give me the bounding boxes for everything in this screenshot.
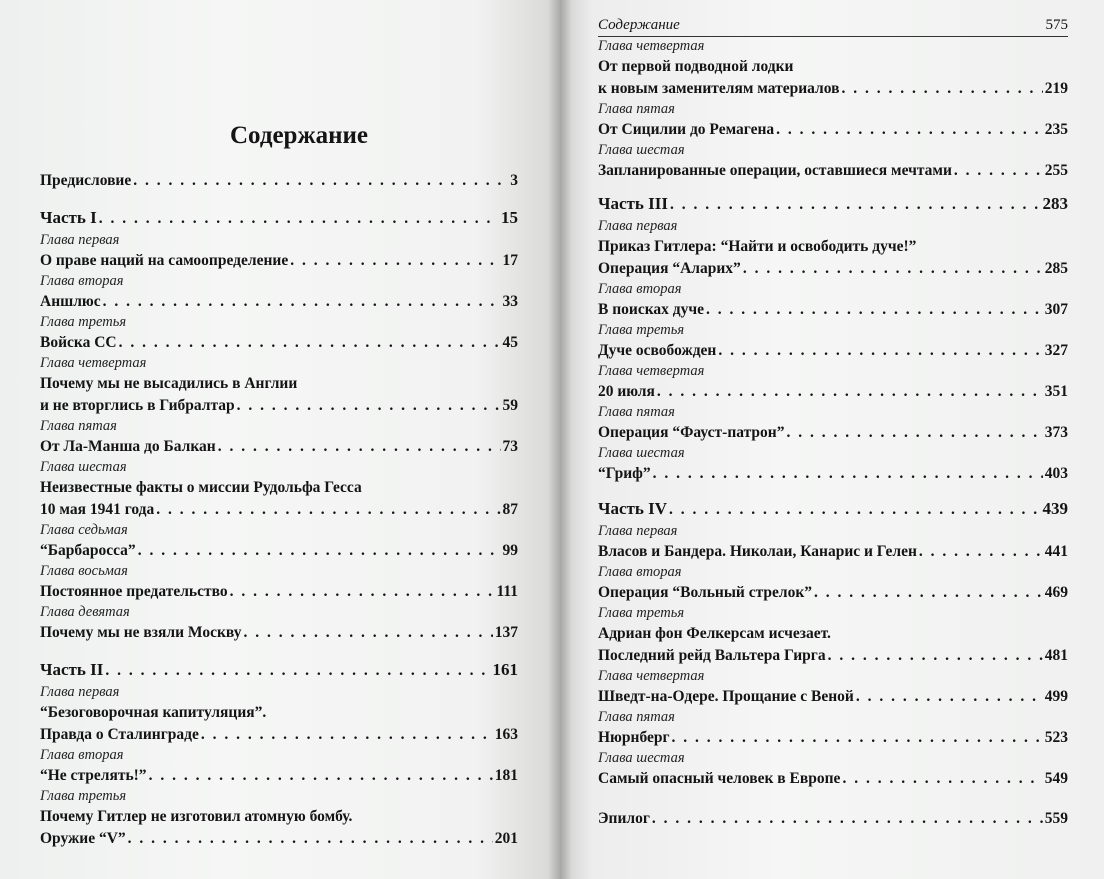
chapter-page: 235	[1044, 121, 1068, 138]
chapter-label: Глава четвертая	[598, 668, 705, 684]
chapter-title-row	[598, 381, 1068, 403]
leader-dots	[237, 395, 501, 417]
chapter-title: Операция “Фауст-патрон”	[598, 424, 785, 441]
chapter-label: Глава седьмая	[40, 522, 128, 538]
chapter-title: Последний рейд Вальтера Гирга	[598, 647, 826, 664]
toc-chapter-entry	[40, 683, 518, 746]
chapter-title-row	[598, 768, 1068, 790]
leader-dots	[657, 381, 1043, 403]
chapter-title-row	[598, 686, 1068, 708]
chapter-title-row	[40, 828, 518, 850]
chapter-page: 111	[496, 583, 518, 600]
leader-dots	[828, 645, 1043, 667]
chapter-title-row	[40, 436, 518, 458]
chapter-title-row	[598, 645, 1068, 667]
toc-chapter-entry	[40, 272, 518, 313]
toc-chapter-entry	[40, 231, 518, 272]
chapter-title: Шведт-на-Одере. Прощание с Веной	[598, 688, 854, 705]
chapter-title: Операция “Вольный стрелок”	[598, 584, 813, 601]
chapter-label: Глава третья	[40, 788, 127, 804]
leader-dots	[842, 768, 1042, 790]
entry-page: 559	[1044, 810, 1068, 827]
chapter-title-row	[598, 299, 1068, 321]
right-page	[560, 0, 1104, 879]
chapter-title-row	[40, 540, 518, 562]
toc-chapter-entry	[598, 217, 1068, 280]
chapter-title-row	[40, 499, 518, 521]
running-title: Содержание	[598, 17, 680, 33]
toc-entry-epilogue	[598, 808, 1068, 830]
chapter-title-line: Адриан фон Фелкерсам исчезает.	[598, 625, 831, 642]
toc-chapter-entry	[598, 100, 1068, 141]
leader-dots	[244, 622, 493, 644]
chapter-title: Почему мы не взяли Москву	[40, 624, 242, 641]
leader-dots	[138, 540, 501, 562]
leader-dots	[776, 119, 1043, 141]
chapter-title: От Ла-Манша до Балкан	[40, 438, 216, 455]
part-page: 283	[1042, 194, 1068, 213]
part1-chapter-list	[40, 231, 518, 644]
chapter-label: Глава шестая	[598, 445, 685, 461]
chapter-title-row	[40, 765, 518, 787]
chapter-label: Глава шестая	[598, 750, 685, 766]
chapter-label: Глава четвертая	[40, 355, 147, 371]
leader-dots	[672, 727, 1043, 749]
chapter-page: 403	[1044, 465, 1068, 482]
chapter-page: 59	[502, 397, 518, 414]
chapter-title: Дуче освобожден	[598, 342, 717, 359]
chapter-title-row	[598, 727, 1068, 749]
leader-dots	[743, 258, 1043, 280]
leader-dots	[99, 207, 499, 231]
chapter-title-line: От первой подводной лодки	[598, 58, 794, 75]
chapter-label: Глава шестая	[598, 142, 685, 158]
leader-dots	[156, 499, 500, 521]
chapter-title: к новым заменителям материалов	[598, 80, 840, 97]
chapter-page: 99	[502, 542, 518, 559]
toc-part-4	[598, 497, 1068, 522]
part-title: Часть III	[598, 194, 668, 213]
toc-chapter-entry	[40, 603, 518, 644]
chapter-label: Глава третья	[598, 322, 685, 338]
leader-dots	[669, 498, 1040, 522]
chapter-title: “Барбаросса”	[40, 542, 136, 559]
chapter-label: Глава девятая	[40, 604, 130, 620]
chapter-label: Глава первая	[40, 232, 120, 248]
entry-title: Предисловие	[40, 172, 132, 189]
toc-chapter-entry	[598, 37, 1068, 100]
toc-chapter-entry	[40, 521, 518, 562]
toc-chapter-entry	[598, 403, 1068, 444]
toc-chapter-entry	[598, 444, 1068, 485]
part2-continued-list	[598, 37, 1068, 182]
leader-dots	[653, 463, 1043, 485]
chapter-title-row	[40, 724, 518, 746]
chapter-page: 373	[1044, 424, 1068, 441]
entry-title: Эпилог	[598, 810, 650, 827]
chapter-title: Нюрнберг	[598, 729, 670, 746]
toc-chapter-entry	[598, 563, 1068, 604]
chapter-title: Правда о Сталинграде	[40, 726, 199, 743]
page-title: Содержание	[229, 122, 368, 149]
leader-dots	[128, 828, 493, 850]
leader-dots	[133, 170, 508, 192]
toc-part-3	[598, 192, 1068, 217]
leader-dots	[670, 193, 1041, 217]
chapter-page: 45	[502, 334, 518, 351]
toc-chapter-entry	[598, 280, 1068, 321]
chapter-title: Оружие “V”	[40, 830, 126, 847]
chapter-label: Глава вторая	[40, 273, 124, 289]
chapter-title-row	[40, 250, 518, 272]
chapter-label: Глава пятая	[598, 101, 675, 117]
leader-dots	[814, 582, 1043, 604]
chapter-label: Глава шестая	[40, 459, 127, 475]
leader-dots	[718, 340, 1042, 362]
chapter-page: 307	[1044, 301, 1068, 318]
chapter-title-row	[40, 581, 518, 603]
toc-chapter-entry	[40, 746, 518, 787]
toc-chapter-entry	[598, 604, 1068, 667]
chapter-label: Глава третья	[598, 605, 685, 621]
chapter-title: Постоянное предательство	[40, 583, 228, 600]
chapter-title-row	[598, 582, 1068, 604]
chapter-title: 20 июля	[598, 383, 655, 400]
chapter-label: Глава пятая	[598, 404, 675, 420]
chapter-label: Глава четвертая	[598, 38, 705, 54]
chapter-page: 137	[494, 624, 518, 641]
chapter-title: Войска СС	[40, 334, 117, 351]
chapter-title-line: Неизвестные факты о миссии Рудольфа Гесса	[40, 479, 362, 496]
chapter-title: “Не стрелять!”	[40, 767, 147, 784]
part-title: Часть I	[40, 208, 97, 227]
chapter-title: В поисках дуче	[598, 301, 704, 318]
part-title: Часть II	[40, 660, 104, 679]
chapter-label: Глава третья	[40, 314, 127, 330]
entry-page: 3	[510, 172, 518, 189]
leader-dots	[230, 581, 495, 603]
toc-chapter-entry	[40, 562, 518, 603]
part4-chapter-list	[598, 522, 1068, 790]
page-number: 575	[1045, 17, 1068, 33]
chapter-title-row	[598, 119, 1068, 141]
chapter-page: 163	[494, 726, 518, 743]
part-page: 161	[492, 660, 518, 679]
chapter-title-line: “Безоговорочная капитуляция”.	[40, 704, 267, 721]
chapter-title: О праве наций на самоопределение	[40, 252, 289, 269]
toc-chapter-entry	[598, 749, 1068, 790]
chapter-title-row	[598, 160, 1068, 182]
leader-dots	[149, 765, 493, 787]
chapter-title-row	[598, 422, 1068, 444]
chapter-title: 10 мая 1941 года	[40, 501, 155, 518]
leader-dots	[105, 659, 490, 683]
chapter-page: 327	[1044, 342, 1068, 359]
leader-dots	[919, 541, 1043, 563]
chapter-label: Глава вторая	[598, 564, 682, 580]
chapter-title: Аншлюс	[40, 293, 101, 310]
chapter-label: Глава первая	[40, 684, 120, 700]
toc-chapter-entry	[598, 667, 1068, 708]
chapter-label: Глава вторая	[598, 281, 682, 297]
leader-dots	[706, 299, 1043, 321]
chapter-page: 523	[1044, 729, 1068, 746]
chapter-page: 73	[502, 438, 518, 455]
chapter-page: 469	[1044, 584, 1068, 601]
leader-dots	[290, 250, 500, 272]
chapter-title: “Гриф”	[598, 465, 651, 482]
toc-chapter-entry	[40, 458, 518, 521]
chapter-page: 351	[1044, 383, 1068, 400]
chapter-title-row	[40, 291, 518, 313]
leader-dots	[856, 686, 1043, 708]
chapter-page: 549	[1044, 770, 1068, 787]
toc-chapter-entry	[40, 313, 518, 354]
part-page: 439	[1042, 499, 1068, 518]
chapter-page: 87	[502, 501, 518, 518]
leader-dots	[954, 160, 1043, 182]
toc-entry-preface	[40, 170, 518, 192]
toc-chapter-entry	[40, 354, 518, 417]
chapter-label: Глава первая	[598, 218, 678, 234]
chapter-title-row	[40, 332, 518, 354]
chapter-label: Глава пятая	[40, 418, 117, 434]
toc-part-1	[40, 206, 518, 231]
leader-dots	[119, 332, 501, 354]
leader-dots	[841, 78, 1042, 100]
part3-chapter-list	[598, 217, 1068, 485]
chapter-label: Глава восьмая	[40, 563, 128, 579]
chapter-title: и не вторглись в Гибралтар	[40, 397, 235, 414]
leader-dots	[201, 724, 493, 746]
chapter-page: 201	[494, 830, 518, 847]
chapter-title: Власов и Бандера. Николаи, Канарис и Гелен	[598, 543, 917, 560]
running-header	[598, 0, 1068, 37]
chapter-title: Операция “Аларих”	[598, 260, 741, 277]
chapter-title-row	[598, 258, 1068, 280]
chapter-page: 255	[1044, 162, 1068, 179]
chapter-page: 17	[502, 252, 518, 269]
chapter-label: Глава первая	[598, 523, 678, 539]
chapter-title: Самый опасный человек в Европе	[598, 770, 841, 787]
chapter-title-line: Почему Гитлер не изготовил атомную бомбу.	[40, 808, 353, 825]
chapter-title-row	[40, 395, 518, 417]
leader-dots	[218, 436, 501, 458]
chapter-page: 181	[494, 767, 518, 784]
chapter-title-row	[598, 78, 1068, 100]
book-gutter	[548, 0, 572, 879]
part-page: 15	[501, 208, 518, 227]
chapter-title-row	[598, 340, 1068, 362]
chapter-page: 481	[1044, 647, 1068, 664]
chapter-title-row	[598, 463, 1068, 485]
part2-chapter-list	[40, 683, 518, 850]
chapter-title: Запланированные операции, оставшиеся мечтами	[598, 162, 952, 179]
toc-chapter-entry	[598, 321, 1068, 362]
chapter-page: 441	[1044, 543, 1068, 560]
leader-dots	[103, 291, 501, 313]
chapter-page: 499	[1044, 688, 1068, 705]
chapter-label: Глава пятая	[598, 709, 675, 725]
toc-chapter-entry	[598, 522, 1068, 563]
chapter-page: 33	[502, 293, 518, 310]
leader-dots	[652, 808, 1043, 830]
toc-chapter-entry	[598, 141, 1068, 182]
chapter-title-row	[598, 541, 1068, 563]
chapter-title-line: Приказ Гитлера: “Найти и освободить дуче!”	[598, 238, 917, 255]
toc-chapter-entry	[598, 362, 1068, 403]
chapter-label: Глава четвертая	[598, 363, 705, 379]
leader-dots	[786, 422, 1042, 444]
toc-chapter-entry	[40, 787, 518, 850]
chapter-title: От Сицилии до Ремагена	[598, 121, 775, 138]
chapter-label: Глава вторая	[40, 747, 124, 763]
chapter-page: 219	[1044, 80, 1068, 97]
toc-chapter-entry	[598, 708, 1068, 749]
chapter-page: 285	[1044, 260, 1068, 277]
toc-part-2	[40, 658, 518, 683]
chapter-title-row	[40, 622, 518, 644]
chapter-title-line: Почему мы не высадились в Англии	[40, 375, 298, 392]
part-title: Часть IV	[598, 499, 668, 518]
toc-chapter-entry	[40, 417, 518, 458]
